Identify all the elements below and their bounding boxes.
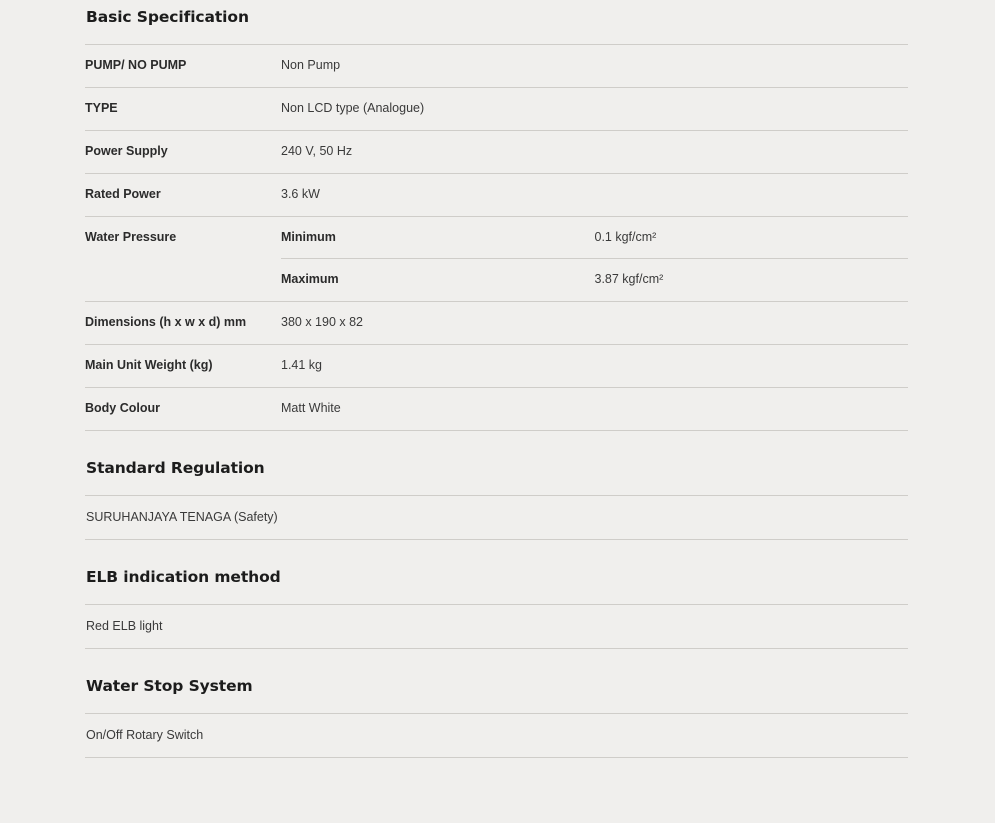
elb-indication-method-value: Red ELB light bbox=[85, 605, 908, 649]
spec-value: 1.41 kg bbox=[281, 345, 908, 388]
elb-indication-method-section bbox=[85, 568, 908, 649]
spec-sub-label: Maximum bbox=[281, 259, 595, 302]
spec-label: Body Colour bbox=[85, 388, 281, 431]
section-title-standard-regulation: Standard Regulation bbox=[86, 458, 265, 477]
water-stop-system-section bbox=[85, 677, 908, 758]
basic-specification-table bbox=[85, 44, 908, 431]
table-row bbox=[85, 388, 908, 431]
standard-regulation-value: SURUHANJAYA TENAGA (Safety) bbox=[85, 496, 908, 540]
spec-label: Dimensions (h x w x d) mm bbox=[85, 302, 281, 345]
spec-label: Main Unit Weight (kg) bbox=[85, 345, 281, 388]
spec-value: 240 V, 50 Hz bbox=[281, 130, 908, 173]
table-row bbox=[85, 87, 908, 130]
spec-label: PUMP/ NO PUMP bbox=[85, 45, 281, 88]
spec-label: TYPE bbox=[85, 87, 281, 130]
standard-regulation-section bbox=[85, 459, 908, 540]
spec-label: Power Supply bbox=[85, 130, 281, 173]
section-title-water-stop-system: Water Stop System bbox=[86, 676, 253, 695]
spec-value: 380 x 190 x 82 bbox=[281, 302, 908, 345]
spec-sub-value: 3.87 kgf/cm² bbox=[595, 259, 909, 302]
table-row bbox=[85, 345, 908, 388]
table-row bbox=[85, 130, 908, 173]
spec-label: Water Pressure bbox=[85, 216, 281, 302]
spec-sub-label: Minimum bbox=[281, 216, 595, 259]
table-row bbox=[85, 173, 908, 216]
spec-value: Non Pump bbox=[281, 45, 908, 88]
spec-sub-value: 0.1 kgf/cm² bbox=[595, 216, 909, 259]
spec-label: Rated Power bbox=[85, 173, 281, 216]
table-row bbox=[85, 45, 908, 88]
spec-value: Matt White bbox=[281, 388, 908, 431]
basic-specification-section bbox=[85, 0, 908, 431]
spec-value: Non LCD type (Analogue) bbox=[281, 87, 908, 130]
section-title-elb-indication-method: ELB indication method bbox=[86, 567, 281, 586]
table-row bbox=[85, 302, 908, 345]
table-row bbox=[85, 216, 908, 259]
section-title-basic-specification: Basic Specification bbox=[86, 8, 249, 26]
spec-value: 3.6 kW bbox=[281, 173, 908, 216]
water-stop-system-value: On/Off Rotary Switch bbox=[85, 714, 908, 758]
